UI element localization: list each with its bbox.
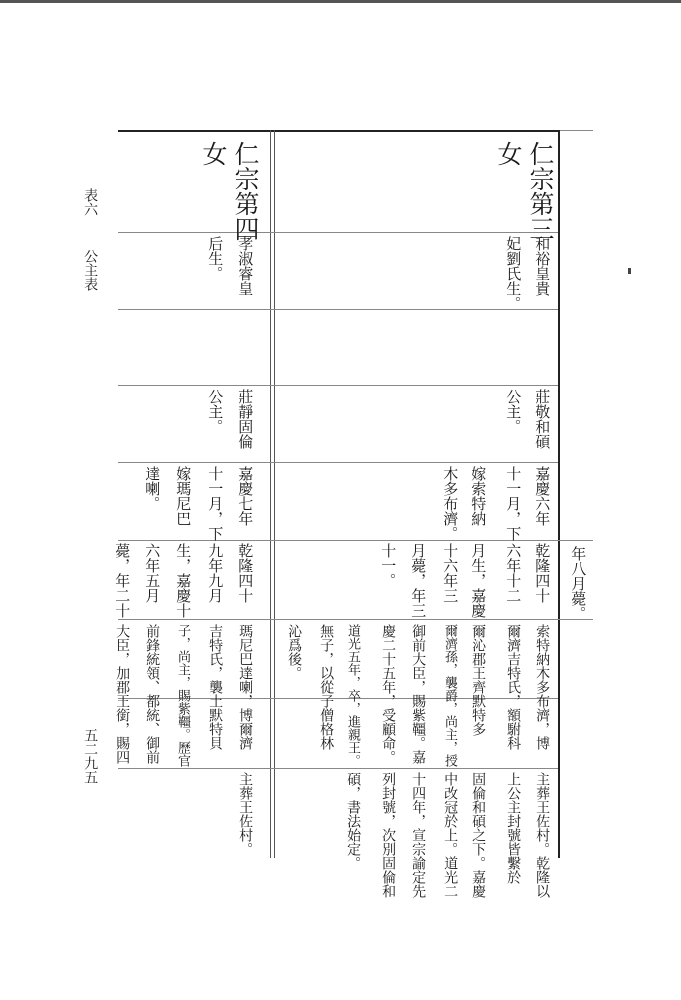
record-4-mother-line-2: 后生。 xyxy=(206,236,225,281)
record-3-notes-line-7: 碩，書法始定。 xyxy=(345,772,362,870)
record-3-husband-line-1: 索特納木多布濟，博 xyxy=(534,624,551,750)
record-4-name-line-1: 莊靜固倫 xyxy=(236,389,255,449)
record-3-notes-line-5: 十四年，宣宗諭定先 xyxy=(410,772,427,898)
record-3-life-line-5: 月薨，年三 xyxy=(409,543,428,618)
record-4-husband-line-5: 大臣，加郡王銜，賜四 xyxy=(114,624,131,764)
row-rule-3 xyxy=(118,385,558,386)
record-3-life-line-4: 十六年三 xyxy=(441,543,460,603)
record-3-life-line-2: 六年十二 xyxy=(504,543,523,603)
record-3-husband-line-4: 爾濟孫，襲爵，尚主，授 xyxy=(442,624,458,767)
table-name-label: 公主表 xyxy=(82,249,99,291)
row-rule-1 xyxy=(118,232,558,233)
page-number: 五二九五 xyxy=(82,728,99,784)
record-3-marriage-line-4: 木多布濟。 xyxy=(441,466,460,541)
record-3-life-line-3: 月生，嘉慶 xyxy=(469,543,488,618)
record-4-husband-line-2: 吉特氏，襲土默特貝 xyxy=(207,624,224,750)
table-top-border-extension xyxy=(558,130,593,131)
record-4-marriage-line-1: 嘉慶七年 xyxy=(236,466,255,526)
record-3-marriage-line-1: 嘉慶六年 xyxy=(533,466,552,526)
record-3-relation: 女 xyxy=(494,141,523,166)
record-3-title: 仁宗第三 xyxy=(526,141,555,241)
record-3-name-line-1: 莊敬和碩 xyxy=(533,389,552,449)
row-rule-4 xyxy=(118,462,558,463)
scan-speck xyxy=(628,268,631,274)
record-4-husband-line-1: 瑪尼巴達喇，博爾濟 xyxy=(237,624,254,750)
record-4-life-line-1: 乾隆四十 xyxy=(236,543,255,603)
record-4-relation: 女 xyxy=(199,141,228,166)
record-4-title: 仁宗第四 xyxy=(231,141,260,241)
record-3-notes-line-1: 主葬王佐村。乾隆以 xyxy=(534,772,551,898)
record-3-notes-line-3: 固倫和碩之下。嘉慶 xyxy=(470,772,487,898)
row-rule-2 xyxy=(118,309,558,310)
record-4-marriage-line-2: 十一月，下 xyxy=(206,466,225,541)
record-3-death-carryover: 年八月薨。 xyxy=(569,546,588,621)
scan-top-edge xyxy=(0,0,681,3)
record-4-mother-line-1: 孝淑睿皇 xyxy=(236,236,255,296)
record-4-life-line-2: 九年九月 xyxy=(206,543,225,603)
record-3-husband-line-3: 爾沁郡王齊默特多 xyxy=(470,624,487,736)
section-label: 表六 xyxy=(82,188,99,216)
record-4-life-line-5: 薨，年二十 xyxy=(113,543,132,618)
record-3-husband-line-8: 無子，以從子僧格林 xyxy=(318,624,335,750)
record-4-husband-line-3: 子，尚主，賜紫韁。歷官 xyxy=(175,624,191,767)
record-3-marriage-line-2: 十一月，下 xyxy=(504,466,523,541)
record-4-notes-line-1: 主葬王佐村。 xyxy=(237,772,254,856)
record-3-notes-line-6: 列封號，次別固倫和 xyxy=(380,772,397,898)
record-4-life-line-4: 六年五月 xyxy=(143,543,162,603)
record-4-marriage-line-3: 嫁瑪尼巴 xyxy=(174,466,193,526)
row-rule-6 xyxy=(118,619,593,620)
record-3-husband-line-7: 道光五年，卒，進親王。 xyxy=(345,624,361,767)
record-3-notes-line-4: 中改冠於上。道光二 xyxy=(442,772,459,898)
record-separator xyxy=(270,130,275,858)
record-3-notes-line-2: 上公主封號皆繫於 xyxy=(505,772,522,884)
record-4-name-line-2: 公主。 xyxy=(206,389,225,434)
table-right-border xyxy=(558,130,560,858)
record-3-name-line-2: 公主。 xyxy=(504,389,523,434)
record-3-husband-line-5: 御前大臣，賜紫韁。嘉 xyxy=(410,624,427,764)
record-3-husband-line-9: 沁爲後。 xyxy=(286,624,303,680)
record-3-life-line-1: 乾隆四十 xyxy=(533,543,552,603)
record-3-mother-line-1: 和裕皇貴 xyxy=(533,236,552,296)
record-3-life-line-6: 十一。 xyxy=(379,543,398,588)
record-3-husband-line-2: 爾濟吉特氏，額駙科 xyxy=(505,624,522,750)
record-4-husband-line-4: 前鋒統領、都統、御前 xyxy=(144,624,161,764)
record-3-husband-line-6: 慶二十五年，受顧命。 xyxy=(380,624,397,764)
record-3-mother-line-2: 妃劉氏生。 xyxy=(504,236,523,311)
row-rule-8 xyxy=(118,768,558,769)
record-3-marriage-line-3: 嫁索特納 xyxy=(469,466,488,526)
record-4-marriage-line-4: 達喇。 xyxy=(143,466,162,511)
record-4-life-line-3: 生，嘉慶十 xyxy=(174,543,193,618)
table-top-border xyxy=(118,130,558,132)
